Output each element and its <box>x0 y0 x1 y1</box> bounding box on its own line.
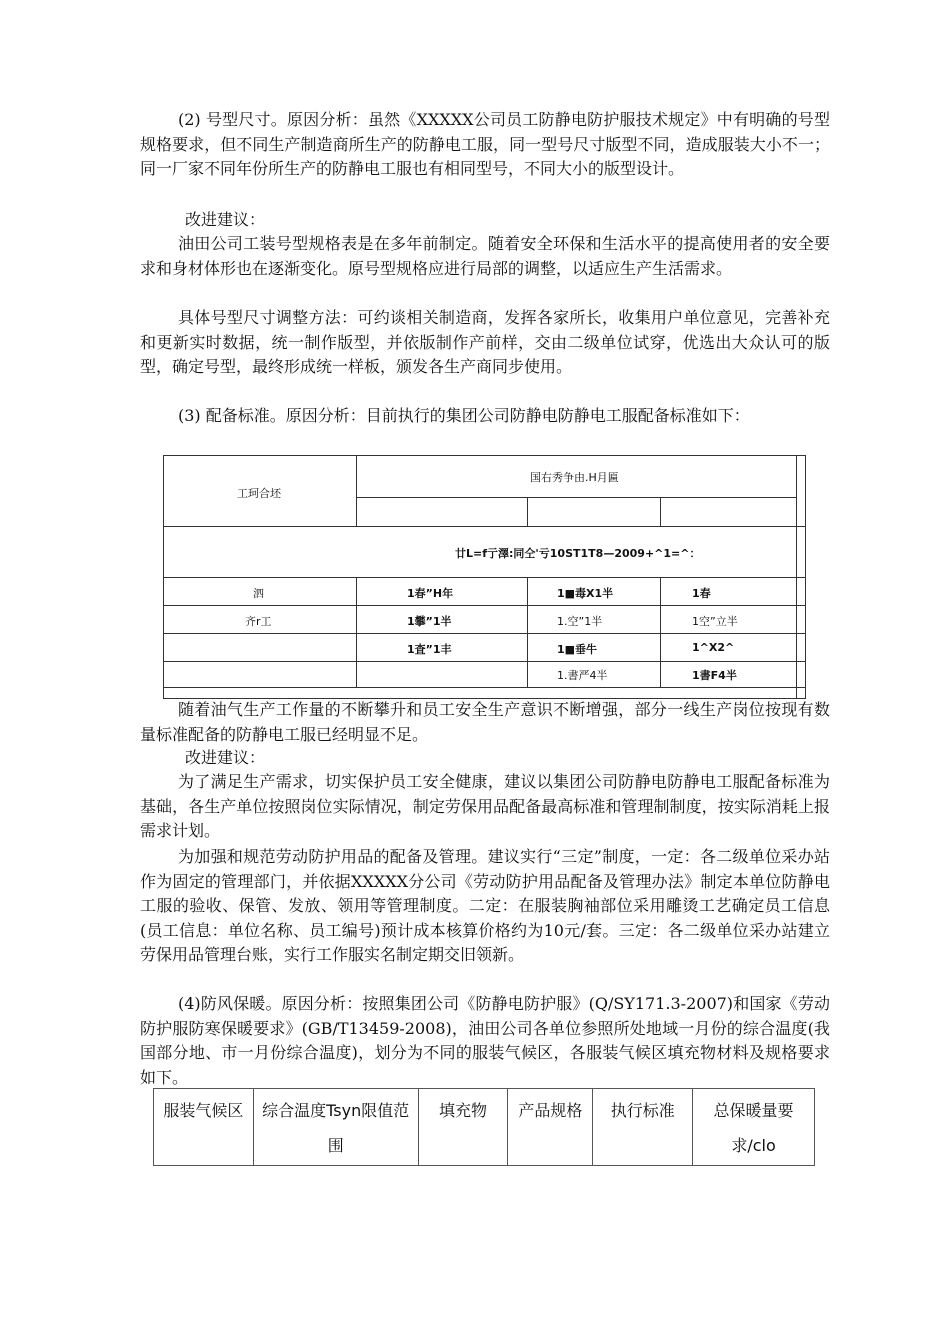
table-row <box>154 1089 815 1166</box>
table1-cell: 1書F4半 <box>692 669 737 682</box>
paragraph-three-fix-system: 为加强和规范劳动防护用品的配备及管理。建议实行“三定”制度，一定：各二级单位采办站作为固定的管理部门，并依据XXXXX分公司《劳动防护用品配备及管理办法》制定本单位防静电工服的验收、保管、发放、领用等管理制度。二定：在服装胸袖部位采用雕烫工艺确定员工信息(员工信息：单位名称、员工编号)预计成本核算价格约为10元/套。三定：各二级单位采办站建立劳保用品管理台账，实行工作服实名制定期交旧领新。 <box>140 847 830 964</box>
table1-cell: 齐r工 <box>245 615 272 628</box>
paragraph-equipment-standard: (3) 配备标准。原因分析：目前执行的集团公司防静电防静电工服配备标准如下： <box>178 406 750 425</box>
table2-header-cell: 服装气候区 <box>154 1089 254 1166</box>
paragraph-size-method: 具体号型尺寸调整方法：可约谈相关制造商，发挥各家所长，收集用户单位意见，完善补充和更新实时数据，统一制作版型，并依版制作产前样，交由二级单位试穿，优选出大众认可的版型，确定号型，最终形成统一样板，颁发各生产商同步使用。 <box>140 308 830 376</box>
table1-cell: 1春”H年 <box>407 587 454 600</box>
table1-cell: 1■垂牛 <box>557 643 598 656</box>
table2-header-cell: 产品规格 <box>508 1089 593 1166</box>
table1-cell: 1攀”1半 <box>407 615 452 628</box>
paragraph-improvement-heading-2: 改进建议： <box>185 748 266 767</box>
equipment-standard-table <box>163 455 806 698</box>
table1-cell: 1^X2^ <box>692 641 735 654</box>
paragraph-size-analysis: (2) 号型尺寸。原因分析：虽然《XXXXX公司员工防静电防护服技术规定》中有明确的号型规格要求，但不同生产制造商所生产的防静电工服，同一型号尺寸版型不同，造成服装大小不一；同一厂家不同年份所生产的防静电工服也有相同型号，不同大小的版型设计。 <box>140 110 830 178</box>
table2-header-cell: 总保暖量要求/clo <box>693 1089 815 1166</box>
table1-cell: 1.空”1半 <box>557 615 603 628</box>
paragraph-windproof-warmth: (4)防风保暖。原因分析：按照集团公司《防静电防护服》(Q/SY171.3-2007)和国家《劳动防护服防寒保暖要求》(GB/T13459-2008)，油田公司各单位参照所处地域一月份的综合温度(我国部分地、市一月份综合温度)，划分为不同的服装气候区，各服装气候区填充物材料及规格要求如下。 <box>140 994 830 1087</box>
paragraph-demand: 为了满足生产需求，切实保护员工安全健康，建议以集团公司防静电防静电工服配备标准为基础，各生产单位按照岗位实际情况，制定劳保用品配备最高标准和管理制制度，按实际消耗上报需求计划。 <box>140 772 830 840</box>
paragraph-size-table-change: 油田公司工装号型规格表是在多年前制定。随着安全环保和生活水平的提高使用者的安全要求和身材体形也在逐渐变化。原号型规格应进行局部的调整，以适应生产生活需求。 <box>140 234 830 278</box>
climate-zone-table <box>153 1088 815 1166</box>
table1-cell: 泗 <box>253 587 264 600</box>
paragraph-improvement-heading: 改进建议： <box>185 210 266 229</box>
table2-header-cell: 执行标准 <box>593 1089 693 1166</box>
table2-header-cell: 综合温度Tsyn限值范围 <box>253 1089 418 1166</box>
table2-header-cell: 填充物 <box>418 1089 508 1166</box>
table1-cell: 1■毒X1半 <box>557 587 614 600</box>
table1-cell: 1空”立半 <box>692 615 738 628</box>
table1-merged-row: 廿L=f亍澤:同仝'亏10ST1T8—2009+^1=^： <box>455 547 701 560</box>
table1-cell: 1査”1丰 <box>407 643 452 656</box>
paragraph-shortage: 随着油气生产工作量的不断攀升和员工安全生产意识不断增强，部分一线生产岗位按现有数量标准配备的防静电工服已经明显不足。 <box>140 700 830 744</box>
table1-cell: 1春 <box>692 587 711 600</box>
table1-header-right: 国右秀争由.H月匾 <box>530 471 619 484</box>
table1-cell: 1.書严4半 <box>557 669 608 682</box>
table1-header-left: 工珂合坯 <box>237 487 281 500</box>
